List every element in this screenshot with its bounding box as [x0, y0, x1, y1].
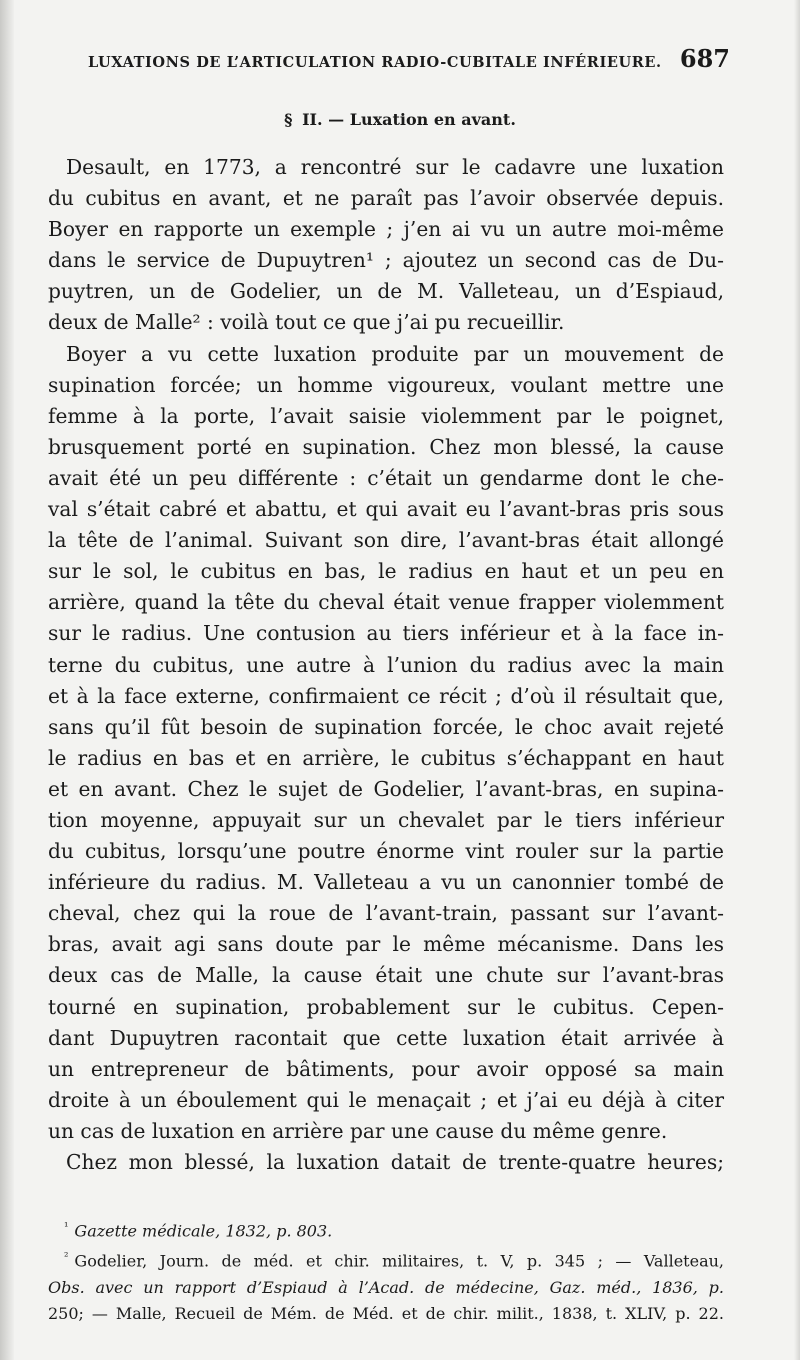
body-line: Boyer a vu cette luxation produite par un mouvement de [66, 341, 724, 366]
footnote-2-continued [48, 1301, 724, 1327]
body-line: tion moyenne, appuyait sur un chevalet par le tiers inférieur [48, 807, 724, 832]
body-line: inférieure du radius. M. Valleteau a vu un canonnier tombé de [48, 870, 724, 895]
body-line: le radius en bas et en arrière, le cubitus s’échappant en haut [48, 745, 724, 770]
body-line: femme à la porte, l’avait saisie violemment par le poignet, [48, 403, 724, 428]
body-line: terne du cubitus, une autre à l’union du radius avec la main [48, 652, 724, 677]
body-line: et à la face externe, confirmaient ce récit ; d’où il résultait que, [48, 683, 724, 708]
body-line: val s’était cabré et abattu, et qui avait eu l’avant-bras pris sous [48, 497, 724, 522]
body-line: avait été un peu différente : c’était un gendarme dont le che- [48, 465, 724, 490]
section-label: II. — Luxation en avant. [302, 110, 516, 129]
body-line: la tête de l’animal. Suivant son dire, l’avant-bras était allongé [48, 528, 724, 553]
body-line: un cas de luxation en arrière par une cause du même genre. [48, 1118, 668, 1143]
footnote-marker: ² [64, 1250, 69, 1264]
footnote-text: Gazette médicale, 1832, p. 803. [74, 1221, 333, 1241]
footnote-marker: ¹ [64, 1220, 69, 1233]
body-line: du cubitus en avant, et ne paraît pas l’avoir observée depuis. [48, 186, 724, 211]
footnote-1 [48, 1214, 724, 1244]
body-text [48, 152, 724, 1178]
body-line: bras, avait agi sans doute par le même mécanisme. Dans les [48, 932, 724, 957]
body-line: supination forcée; un homme vigoureux, voulant mettre une [48, 372, 724, 397]
section-heading [0, 110, 800, 129]
body-line: Boyer en rapporte un exemple ; j’en ai vu un autre moi-même [48, 217, 724, 242]
section-symbol: § [284, 110, 293, 129]
body-line: brusquement porté en supination. Chez mon blessé, la cause [48, 434, 724, 459]
body-line: sur le radius. Une contusion au tiers inférieur et à la face in- [48, 621, 724, 646]
body-line: arrière, quand la tête du cheval était venue frapper violemment [48, 590, 724, 615]
footnotes [48, 1214, 724, 1327]
body-line: deux de Malle² : voilà tout ce que j’ai pu recueillir. [48, 310, 565, 335]
body-line: dant Dupuytren racontait que cette luxation était arrivée à [48, 1025, 724, 1050]
page-number: 687 [679, 44, 730, 73]
running-head: LUXATIONS DE L’ARTICULATION RADIO-CUBITALE INFÉRIEURE. [88, 54, 662, 71]
body-line: deux cas de Malle, la cause était une chute sur l’avant-bras [48, 963, 724, 988]
body-line: puytren, un de Godelier, un de M. Valleteau, un d’Espiaud, [48, 279, 724, 304]
body-line: droite à un éboulement qui le menaçait ; et j’ai eu déjà à citer [48, 1087, 724, 1112]
body-line: dans le service de Dupuytren¹ ; ajoutez un second cas de Du- [48, 248, 724, 273]
body-line: Chez mon blessé, la luxation datait de trente-quatre heures; [66, 1150, 724, 1174]
body-line: cheval, chez qui la roue de l’avant-train, passant sur l’avant- [48, 901, 724, 926]
body-line: sans qu’il fût besoin de supination forcée, le choc avait rejeté [48, 714, 724, 739]
page-header [88, 44, 730, 80]
footnote-2-continued [48, 1275, 724, 1301]
body-line: tourné en supination, probablement sur le cubitus. Cepen- [48, 994, 724, 1019]
footnote-text: Godelier, Journ. de méd. et chir. militaires, t. V, p. 345 ; — Valleteau, [74, 1251, 724, 1271]
body-line: un entrepreneur de bâtiments, pour avoir opposé sa main [48, 1056, 724, 1081]
footnote-text: 250; — Malle, Recueil de Mém. de Méd. et de chir. milit., 1838, t. XLIV, p. 22. [48, 1303, 724, 1323]
body-line: Desault, en 1773, a rencontré sur le cadavre une luxation [66, 155, 724, 179]
body-line: et en avant. Chez le sujet de Godelier, l’avant-bras, en supina- [48, 776, 724, 801]
body-line: sur le sol, le cubitus en bas, le radius en haut et un peu en [48, 559, 724, 584]
footnote-2 [48, 1244, 724, 1274]
footnote-text: Obs. avec un rapport d’Espiaud à l’Acad. de médecine, Gaz. méd., 1836, p. [48, 1277, 724, 1297]
body-line: du cubitus, lorsqu’une poutre énorme vint rouler sur la partie [48, 839, 724, 864]
